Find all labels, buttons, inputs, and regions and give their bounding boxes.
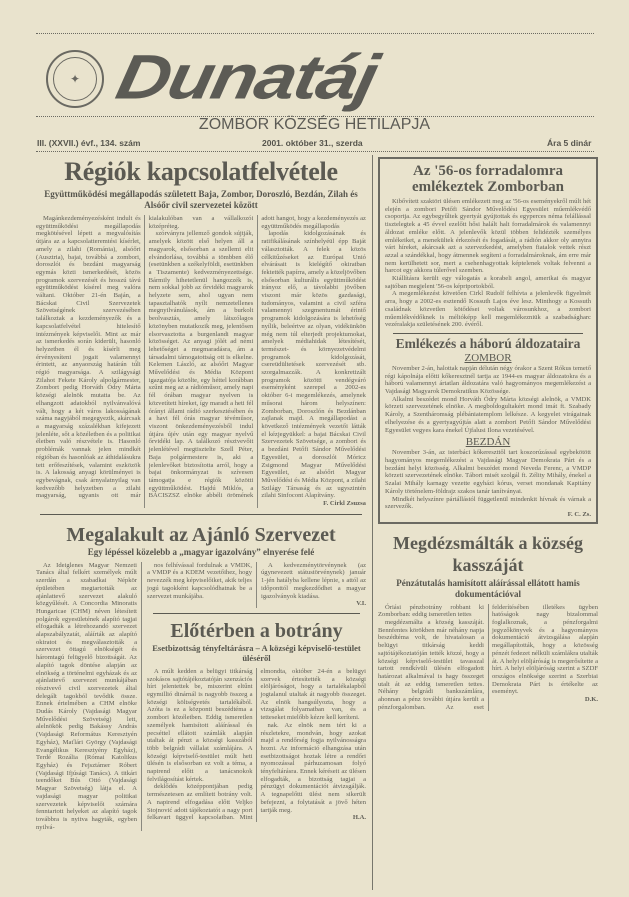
headline-emlekezes: Emlékezés a háború áldozataira <box>395 335 581 351</box>
subheadline-kassza: Pénzátutalás hamisított aláírással ellátott hamis dokumentációval <box>396 577 580 599</box>
subheadline-ajanlo: Egy lépéssel közelebb a „magyar igazolvány” elnyerése felé <box>87 546 315 557</box>
ajanlo-row <box>36 562 366 832</box>
newspaper-subtitle: ZOMBOR KÖZSÉG HETILAPJA <box>198 116 431 133</box>
masthead-bottom-rule <box>36 151 594 152</box>
article-column: A múlt kedden a belügyi titkárság szokásos sajtótájékoztatóján szenzációs hírt jelentettek be, miszerint eltűnt egymillió dinárnál is nagyobb összeg a községi költségvetés tartalékából. Azóta is ez a központi beszédtéma a zombori közéletben. Eddig ismeretlen személyek hamisított aláírással és pecséttel ellátott számlák alapján utaltak át pénzt a községi kasszából több belgrádi vállalat számlájára. A községi képviselő-testület múlt heti ülésén is elsősorban ez volt a téma, a napirend előtt a tanácsnokok felvilágosítást kértek. <box>147 667 253 783</box>
subheadline-regiok: Együttműködési megállapodás született Baja, Zombor, Doroszló, Bezdán, Zilah és Alsóőr civil szervezetei között <box>44 189 358 210</box>
seal-logo <box>46 50 104 108</box>
article-body-botrany <box>147 668 366 822</box>
headline-botrany: Előtérben a botrány <box>170 619 343 642</box>
headline-kassza: Megdézsmálták a község kasszáját <box>393 532 583 575</box>
headline-regiok: Régiók kapcsolatfelvétele <box>64 157 338 186</box>
article-column: megdézsmálta a község kasszáját. Bennfentes körökben már néhány napja beszédtéma volt, de hivatalosan a belügyi titkárság keddi sajtótájékoztatóján tették közzé, hogy a községi képviselő-testület tavasszal tartott rendkívüli ülésén elfogadott határozat alkalmával is hagy összeget utalt át az eddig ismeretlen tettes. Néhány belgrádi bankszámlára, ahonnan a pénz további útjára került a pénzforgalomban. Az eset felderítésében illetékes ügyben hatóságok nagy bizalommal foglalkoznak, a pénzforgalmi jegyzőkönyvek és a hagyományos dokumentáció átvizsgálása alapján megállapították, hogy a közösség pénzét fedezet nélküli számlákra utalták át. A helyi elöljáróság is megerősítette a hírt. A helyi elöljáróság szerint a SZDF országos elnöksége szerint a Szerbiai Demokrata Párt is értékelte az eseményt. <box>378 603 598 711</box>
paragraph: November 2-án, halottak napján délután négy órakor a Szent Rókus temető régi kápolnája előtti kőkeresztnél tartja az 1944-es magyar áldozatokra és a háború valamennyi ártatlan áldozatára való hagyományos megemlékezést a Vajdasági Magyarok Demokratikus Közössége. <box>385 364 591 396</box>
signature: F. C. Zs. <box>567 510 591 518</box>
paragraph: Az Ideiglenes Magyar Nemzeti Tanács által felkért személyek múlt szerdán a szabadkai Népkör épületében megtartották az ajánlattevő szervezet alakuló közgyűlését. A Concordia Minoratis Hungaricae (CHM) néven létesített polgárok egyesületének alapító tagjai elfogadták a létrehozandó szervezet alapszabályzatát, aláírták az alapító okiratot és megválasztották a szervezet öttagú elnökségét és háromtagú felügyelő bizottságát. Az alapító tagok döntése alapján az elnökség a történelmi egyházak és az ajánlattevő szervezet munkájában résztvevő civil szervezetek által delegált tagokból tevődik össze. Ennek értelmében a CHM elnöke Dudás Károly (Vajdasági Magyar Művelődési Szövetség) lett, alelnökök pedig Bakássy András (Vajdasági Református Keresztyén Egyház), Maťlári György (Vajdasági Evangélikus Keresztyény Egyház), Terdé Rozália (Római Katolikus Egyház) és Fejsztámer Róbert (Vajdasági Ifjúsági Tanács). A titkári teendőket Bús Ottó (Vajdasági Magyar Szövetség) látja el. A vajdasági magyar politikai szervezetek képviselői számára fenntartott helyeket az alapító tagok továbbra is nyitva hagyták, egyben nyilvá- <box>36 561 137 831</box>
place-heading: ZOMBOR <box>464 351 512 364</box>
signature: F. Cirkl Zsuzsa <box>323 500 366 508</box>
article-column: lapodás kidolgozásának és ratifikálásának színhelyéül épp Baját választották. A felek a közös célkitűzéseket az Európai Unió elvárásait is kielégítő okiratban fektették papírra, amely a közeljövőben elsősorban kulturális együttműködést irányoz elő, a távolabbi jövőben viszont már közös gazdasági, tudományos, valamint a civil szféra valamennyi szegmentumát érintő programok kidolgozására is lehetőség nyílik, beleértve az olyan, vidékünkön még nem túl elterjedt projektumokat, amelyek médiahidak létesítését, természet- és környezetvédelmi programok kidolgozását, csereüdültetések szervezését stb. szorgalmazzák. A konkretizált programok közötti vendégváró eseményként szerepel a 2002-es október 6-i megemlékezés, amelynek műsorai három helyszínen: Zomborban, Doroszlón és Bezdánban zajlanak majd. A megállapodást a következő intézmények vezetői látták el kézjegyükkel: a bajai Bácskai Civil Szervezetek Szövetsége, a zombori és a bezdáni Petőfi Sándor Művelődési Egyesület, a doroszlói Móricz Zsigmond Magyar Művelődési Egyesület, az alsóőri Magyar Művelődési és Média Központ, a zilahi Szilágy Társaság és az ugyszintén zilahi Sinfocont Alapítvány. <box>261 230 366 500</box>
subheadline-botrany: Esetbizottság tényfeltárásra – A községi képviselő-testület üléséről <box>152 642 361 664</box>
ajanlo-right <box>142 562 366 832</box>
signature: D.K. <box>584 696 598 704</box>
article-body-56 <box>385 198 591 329</box>
section-rule <box>40 514 362 515</box>
issue-date: 2001. október 31., szerda <box>262 138 363 148</box>
newspaper-logo: Dunatáj <box>110 41 383 112</box>
ajanlo-short-columns <box>147 562 366 608</box>
paragraph: Kiállításra került egy válogatás a korabeli angol, amerikai és magyar sajtóban megjelent '56-os képriportokból. <box>385 275 591 290</box>
masthead-top-rule <box>36 33 594 34</box>
signature: H.A. <box>352 814 366 822</box>
paragraph: Kibővített szaktöri ülésen emlékezett meg az '56-os eseményekről múlt hét elején a zombori Petőfi Sándor Művelődési Egyesület műemlékvédő csoportja. Az egybegyűltek gyertyát gyújtottak és egyperces néma felállással tisztelegtek a 45 évvel ezelőtt hősi halált halt forradalmárok és valamennyi áldozat emléke előtt. A jelenlevők közül többen felidézték személyes emlékeiket, a menekültek érkezését és fogadását, a rádión akkor oly annyira várt híreket, akárcsak azt a szervezkedést, amelyben fiatalok vettek részt azzal a szándékkal, hogy átmennek segíteni a forradalmároknak, ám erre már nem kerülhetett sor, mert a csehenhagyottak képtelenek voltak felvenni a harcot egy akkora túlerővel szemben. <box>385 198 591 275</box>
section-rule <box>153 613 360 614</box>
article-column <box>147 562 257 608</box>
paragraph: Alkalmi beszédet mond Horváth Ódry Márta községi alelnök, a VMDK körzeti szervezetének elnöke. A megboldogultakért mond imát ft. Szabady Károly, a Szentháromság plébániatemplom lelkésze. A kegyelet virágainak elhelyezése és a gyertyagyújtás alatt a zombori Petőfi Sándor Művelődési Egyesület vegyes kara énekel Újfalusi Ilona vezetésével. <box>385 395 591 434</box>
article-column: nak. Az elnök nem tért ki a részletekre, mondván, hogy azokat majd a rendőrség fogja nyilvánosságra hozni. Az információ elhangzása után esetbizottságot hoztak létre a rendőri nyomozással párhuzamosan folyó tényfeltárásra. Ennek kéréseit az ülésen elfogadták, a bizottság tagjai a pénzügyi dokumentációt átvizsgálják. A tegnapelőtti ülést nem sikerült befejezni, a folytatását a jövő héten tartják meg. <box>260 721 366 814</box>
paragraph: A megemlékezést követően Cirkl Rudolf felhívta a jelenlevők figyelmét arra, hogy a 2002-es esztendő Kossuth Lajos éve lesz. Minthogy a Kossuth családnak közvetlen kötődései voltak városunkhoz, a zombori műemlékvédőknek is méltóképp kell megemlékezniük a szabadságharc vezéralakja születésének 200. évéről. <box>385 290 591 329</box>
right-area <box>378 157 598 711</box>
place-heading: BEZDÁN <box>465 436 511 449</box>
article-body-regiok <box>36 215 366 508</box>
headline-56: Az '56-os forradalomra emlékeztek Zomborban <box>411 163 565 195</box>
article-column <box>257 562 366 608</box>
paragraph: A kedvezménytörvénynek (az úgynevezett státustörvénynek) január 1-jén hatályba kellene lépnie, s attól az időponttól megkezdődhet a magyar igazolványok kiadása. <box>261 561 366 600</box>
article-body-emlekezes <box>385 365 591 434</box>
article-body-emlekezes <box>385 449 591 518</box>
paragraph: November 3-án, az isterbáci kőkereszttől tart koszorúzással egybekötött hagyományos megemlékezést a Vajdasági Magyar Demokrata Párt és a bezdáni helyi közösség. Alkalmi beszédet mond Neveda Ferenc, a VMDP körzeti szervezetének elnöke. Tábori misét szolgál ft. Zélity Mihály, énekel a Szalai Mihály karnagy vezette egyházi kórus, verset mondanak Kapitány Károly történelem-földrajz szakos tanár tanítványai. <box>385 449 591 495</box>
article-column <box>36 562 142 832</box>
article-column: szórványra jellemző gondok sújtják, amelyek között első helyen áll a magyarok, elsősorban a szellemi elit elvándorlása, továbbá a tömbben élő (esetünkben a székelyföldi, esetünkben a Tiszamente) kedvezményezettsége. Bármily hihetetlenül hangozzék is, nem sokkal jobb az őrvidéki magyarok helyzete sem, ahol ugyan nem tapasztalhatók nyílt nemzetellenes megnyilvánulások, ám a burkolt beolvasztás, amely látszólagos közönyben mutatkozik meg, jelentősen elsorvasztotta a burgenlandi magyar közösséget. Az anyagi jólét ad némi lehetőséget a megmaradásra, ám a társadalmi támogatottság ott is elkelne. Kelemen László, az alsóőri Magyar Művelődési és Média Központ igazgatója közölte, egy héttel korábban szűnt meg az a rádióműsor, amely napi fél órában magyar nyelven is közvetített híreket, így maradt a heti fél órányi állami rádió szerkesztésében és a havi fél órás magyar tévéműsor, viszont önkezdeményezésből indul útjára újév után egy magyar nyelvű őrvidéki lap. A találkozó résztvevőit jelenlétével megtisztelte Szell Péter, Baja polgármestere is, aki a jelenlevőket biztosította arról, hogy a bajai önkormányzat is szívesen támogatja e régiók közötti együttműködést. Hajdú Miklós, a BÁCISZSZ elnöke abbéli örömének adott hangot, hogy a kezdeményezés az együttműködés megállapodás <box>148 215 366 500</box>
issue-price: Ára 5 dinár <box>547 138 592 148</box>
signature: V.I. <box>356 600 366 608</box>
paragraph: nos felhívással fordulnak a VMDK, a VMDP és a KDEM vezetőihez, hogy nevezzék meg képviselőiket, akik teljes jogú tagokként kapcsolódhatnak be a szervezet munkájába. <box>147 561 252 600</box>
article-column: deklődés középpontjában pedig természetesen az említett botrány volt. A napirend elfogadása előtt Veljko Stojnović adott tájékoztatót a nagy port felkavart üggyel kapcsolatban. Mint elmondta, október 24-én a belügyi szervek értesítették a községi elöljáróságot, hogy a tartalékalapból jogtalanul utaltak át nagyobb összeget. Az elnök hangsúlyozta, hogy a vizsgálat folyamatban van, és a tetteseket mielőbb kézre kell keríteni. <box>147 667 366 822</box>
article-column: Magánkezdeményezésként indult és együttműködési megállapodás megkötésével lépett a megvalósítás útjára az a kapcsolatteremtési kísérlet, amely a zilahi (Románia), alsóőri (Ausztria), bajai, továbbá a zombori, doroszlói és bezdáni magyarság egymás közti ismerkedését, közös programok szervezését és hosszú távú együttműködést kísérel meg valóra váltani. Október 21-én Baján, a Bácskai Civil Szervezetek Szövetségének szervezésében találkoztak a kezdeményezők és a kapcsolatfelvétel hitelesítő intézmények képviselői. Mint az már az ismerkedés során kiderült, hasonló helyzetben él és kísérli meg érvényesíteni jogait valamennyi érintett, az anyaország határán túli régió magyarsága. A szilágysági Zilahot Fekete Károly alpolgármester, Zombort pedig Horváth Ódry Márta községi alelnök mutatta be. Az elhangzott adatokból nyilvánvalóvá vált, hogy a két város lakosságának száma nagyjából megegyezik, akárcsak a magyarság százalékban kifejezett jelenléte, sőt a közéletben és a politikai életben való részvétele is. Hasonló problémák vannak jelen mindkét régióban és hasonlóak az áthidalásukra tett erőfeszítések, valamint eszközök is. A lakosság anyagi körülményei is egybevágnak, csak árnyalatnyilag van kedvezőbb helyzetben a zilahi magyarság, ugyanis ott már kialakulóban van a vállalkozói középréteg. <box>36 215 254 500</box>
seal-emblem-icon: ✦ <box>53 57 97 101</box>
paragraph: Mindkét helyszínre pártállástól függetlenül mindenkit hívnak és várnak a szervezők. <box>385 495 591 511</box>
headline-ajanlo: Megalakult az Ajánló Szervezet <box>66 523 336 546</box>
article-column: Óriási pénzbotrány robbant ki Zomborban: eddig ismeretlen tettes <box>378 603 484 619</box>
left-area <box>36 157 366 831</box>
section-rule <box>393 333 583 334</box>
issue-number: III. (XXVII.) évf., 134. szám <box>37 138 141 148</box>
column-divider <box>372 155 373 890</box>
article-body-kassza <box>378 604 598 712</box>
boxed-section <box>378 157 598 524</box>
